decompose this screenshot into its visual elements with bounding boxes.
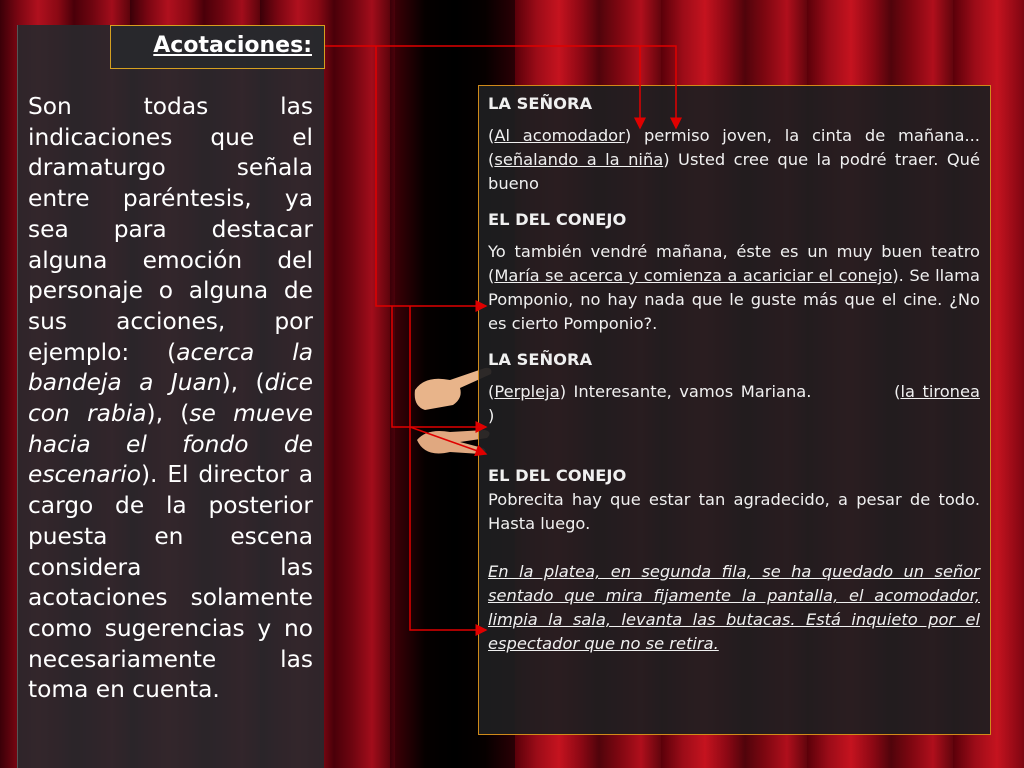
stage-direction-final: En la platea, en segunda fila, se ha quedado un señor sentado que mira fijamente la pantalla, el acomodador, limpia la sala, levanta las butacas. Está inquieto por el espectador que no se retira. bbox=[488, 562, 980, 653]
definition-line: alguna emoción del bbox=[28, 246, 313, 274]
definition-line: sus acciones, por bbox=[28, 307, 313, 335]
speaker-name: LA SEÑORA bbox=[488, 94, 593, 113]
definition-tail: ). El director a cargo de la posterior puesta en escena considera las acotaciones solamente como sugerencias y no necesariamente las toma en cuenta. bbox=[28, 461, 313, 704]
stage-direction: señalando a la niña bbox=[494, 150, 664, 169]
example-3: se mueve hacia el fondo de escenario bbox=[28, 400, 313, 489]
dialogue-1: (Al acomodador) permiso joven, la cinta de mañana...(señalando a la niña) Usted cree que la podré traer. Qué bueno bbox=[488, 126, 980, 193]
speaker-name: EL DEL CONEJO bbox=[488, 210, 627, 229]
dialogue-3-end: ) bbox=[488, 406, 495, 425]
script-excerpt bbox=[488, 92, 980, 656]
title-box bbox=[110, 25, 325, 69]
definition-line: personaje o alguna de bbox=[28, 277, 313, 305]
example-1: acerca la bandeja a Juan bbox=[28, 338, 313, 397]
definition-line: sea para destacar bbox=[28, 215, 313, 243]
example-2: dice con rabia bbox=[28, 369, 313, 428]
dialogue-4: Pobrecita hay que estar tan agradecido, a pesar de todo. Hasta luego. bbox=[488, 490, 980, 533]
example-sep: ), ( bbox=[146, 400, 190, 428]
definition-line: indicaciones que el bbox=[28, 123, 313, 151]
definition-text bbox=[28, 92, 313, 706]
example-prefix: ejemplo: ( bbox=[28, 338, 177, 366]
dialogue-3: (Perpleja) Interesante, vamos Mariana. (la tironea bbox=[488, 382, 980, 401]
dialogue-2: Yo también vendré mañana, éste es un muy buen teatro (María se acerca y comienza a acariciar el conejo). Se llama Pomponio, no hay nada que le guste más que el cine. ¿No es cierto Pomponio?. bbox=[488, 242, 980, 333]
page-title: Acotaciones: bbox=[153, 33, 312, 58]
speaker-name: LA SEÑORA bbox=[488, 350, 593, 369]
stage-direction: Al acomodador bbox=[494, 126, 625, 145]
example-sep: ), ( bbox=[221, 369, 265, 397]
stage-direction: la tironea bbox=[900, 382, 980, 401]
definition-examples bbox=[28, 338, 313, 706]
definition-line: Son todas las bbox=[28, 93, 313, 120]
definition-line: dramaturgo señala bbox=[28, 154, 313, 182]
speaker-name: EL DEL CONEJO bbox=[488, 466, 627, 485]
definition-line: entre paréntesis, ya bbox=[28, 185, 313, 213]
stage-direction: Perpleja bbox=[494, 382, 560, 401]
stage-direction: María se acerca y comienza a acariciar el conejo bbox=[494, 266, 893, 285]
